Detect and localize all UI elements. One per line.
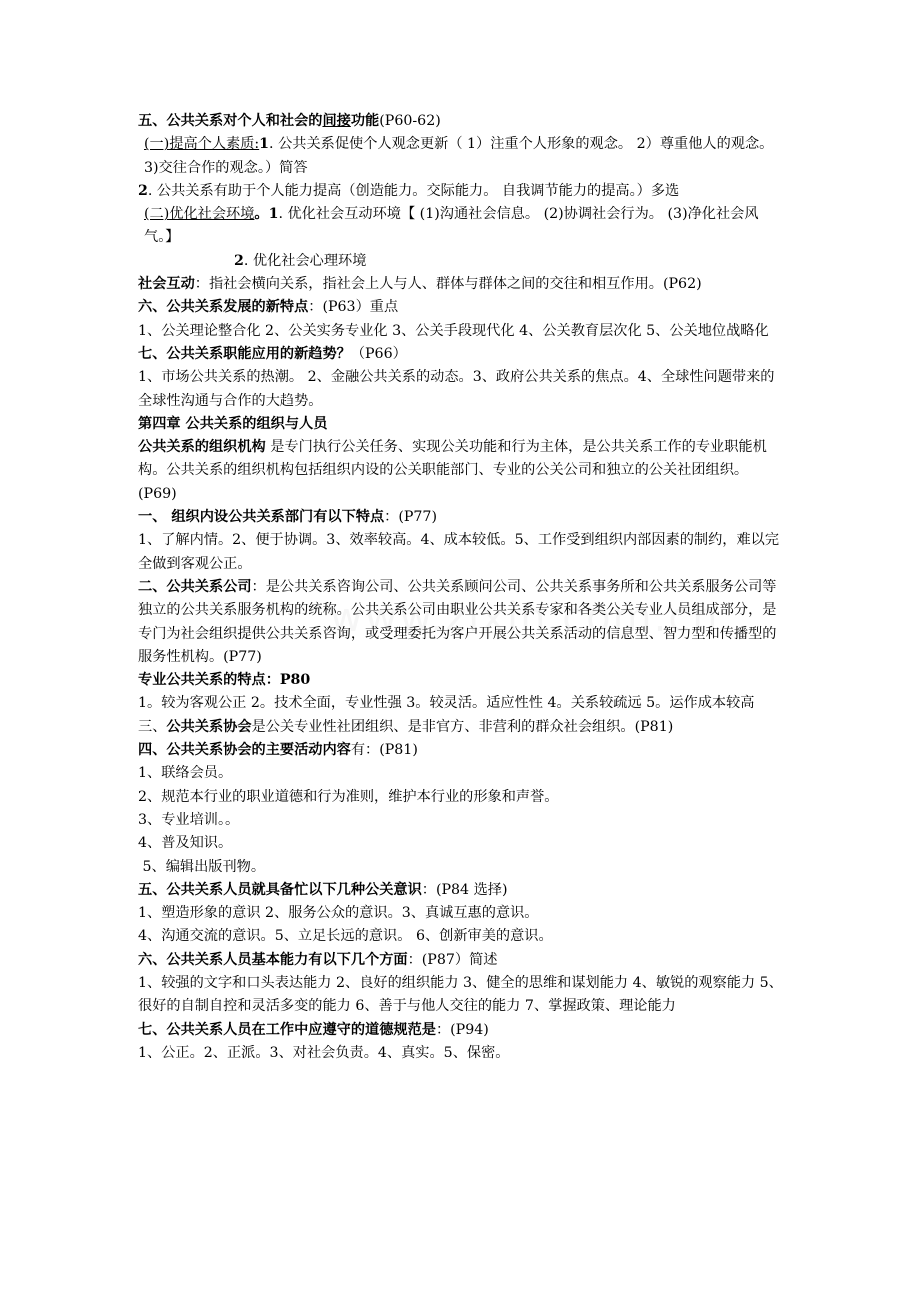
paragraph: 1、公关理论整合化 2、公关实务专业化 3、公关手段现代化 4、公关教育层次化 5、公关地位战略化 — [138, 322, 769, 339]
section-heading: 一、 组织内设公共关系部门有以下特点：(P77) — [138, 509, 437, 526]
paragraph: 1、市场公共关系的热潮。 2、金融公共关系的动态。3、政府公共关系的焦点。4、全球性问题带来的全球性沟通与合作的大趋势。 — [138, 369, 775, 409]
section-heading: 五、公共关系人员就具备忙以下几种公关意识：(P84 选择) — [138, 881, 508, 898]
section-heading: 六、公共关系人员基本能力有以下几个方面：(P87）简述 — [138, 951, 498, 968]
paragraph: 1、公正。2、正派。3、对社会负责。4、真实。5、保密。 — [138, 1044, 510, 1061]
definition: 三、公共关系协会是公关专业性社团组织、是非官方、非营利的群众社会组织。(P81) — [138, 718, 674, 735]
list-item: 4、普及知识。 — [138, 835, 233, 852]
section-heading: 六、公共关系发展的新特点：(P63）重点 — [138, 299, 399, 316]
section-heading: 五、公共关系对个人和社会的间接功能(P60-62) — [138, 113, 441, 129]
definition: 二、公共关系公司：是公共关系咨询公司、公共关系顾问公司、公共关系事务所和公共关系服务公司等独立的公共关系服务机构的统称。公共关系公司由职业公共关系专家和各类公关专业人员组成部分，是专门为社会组织提供公共关系咨询，或受理委托为客户开展公共关系活动的信息型、智力型和传播型的服务性机构。(P77) — [138, 578, 777, 665]
document-body — [138, 110, 786, 1065]
list-item: 2、规范本行业的职业道德和行为准则，维护本行业的形象和声誉。 — [138, 788, 559, 805]
list-item: 1、塑造形象的意识 2、服务公众的意识。3、真诚互惠的意识。 — [138, 905, 539, 922]
chapter-title: 第四章 公共关系的组织与人员 — [138, 415, 328, 432]
list-item: 3、专业培训。。 — [138, 811, 240, 828]
list-item: 4、沟通交流的意识。5、立足长远的意识。 6、创新审美的意识。 — [138, 928, 553, 945]
list-item: 5、编辑出版刊物。 — [138, 858, 266, 875]
paragraph: 1。较为客观公正 2。技术全面，专业性强 3。较灵活。适应性性 4。关系较疏远 5。运作成本较高 — [138, 695, 755, 712]
section-heading: 专业公共关系的特点：P80 — [138, 672, 311, 689]
definition: 公共关系的组织机构 是专门执行公关任务、实现公关功能和行为主体，是公共关系工作的专业职能机构。公共关系的组织机构包括组织内设的公关职能部门、专业的公关公司和独立的公关社团组织。(P69) — [138, 439, 767, 502]
paragraph: 2. 优化社会心理环境 — [234, 252, 367, 269]
paragraph: 2. 公共关系有助于个人能力提高（创造能力。交际能力。 自我调节能力的提高。）多选 — [138, 182, 680, 199]
paragraph: (二)优化社会环境。1. 优化社会互动环境【 (1)沟通社会信息。 (2)协调社会行为。 (3)净化社会风气。】 — [144, 206, 759, 246]
section-heading: 七、公共关系职能应用的新趋势？（P66） — [138, 345, 407, 362]
paragraph: 1、较强的文字和口头表达能力 2、良好的组织能力 3、健全的思维和谋划能力 4、敏锐的观察能力 5、很好的自制自控和灵活多变的能力 6、善于与他人交往的能力 7、掌握政策、理论能力 — [138, 974, 783, 1015]
paragraph: (一)提高个人素质:1. 公共关系促使个人观念更新（ 1）注重个人形象的观念。 2）尊重他人的观念。3)交往合作的观念。）简答 — [144, 136, 774, 176]
list-item: 1、联络会员。 — [138, 765, 233, 782]
section-heading: 四、公共关系协会的主要活动内容有：(P81) — [138, 742, 418, 759]
section-heading: 七、公共关系人员在工作中应遵守的道德规范是：(P94) — [138, 1021, 489, 1038]
paragraph: 1、了解内情。2、便于协调。3、效率较高。4、成本较低。5、工作受到组织内部因素的制约，难以完全做到客观公正。 — [138, 532, 780, 572]
definition: 社会互动：指社会横向关系，指社会上人与人、群体与群体之间的交往和相互作用。(P62) — [138, 276, 702, 293]
